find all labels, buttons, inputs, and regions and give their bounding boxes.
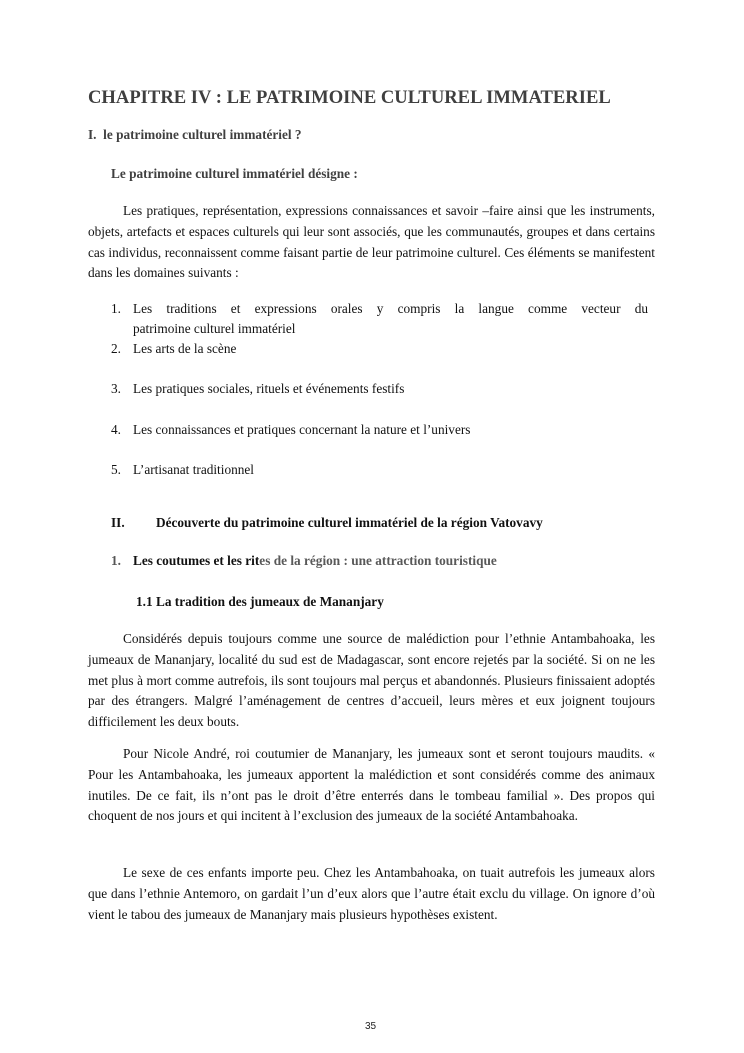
twins-paragraph-3: Le sexe de ces enfants importe peu. Chez les Antambahoaka, on tuait autrefois les jumeaux alors que dans l’ethnie Antemoro, on gardait l’un d’eux alors que l’autre était exclu du village. On ignore d’où vient le tabou des jumeaux de Mananjary mais plusieurs hypothèses existent. [88, 865, 655, 922]
subsection-1-1-heading: 1.1 La tradition des jumeaux de Mananjary [136, 594, 384, 609]
section-2-title: Découverte du patrimoine culturel immatériel de la région Vatovavy [156, 515, 543, 530]
section-1-heading: I. le patrimoine culturel immatériel ? [88, 127, 302, 142]
list-item-text: Les traditions et expressions orales y compris la langue comme vecteur du [133, 301, 648, 316]
section-2-numeral: II. [111, 515, 125, 530]
subsection-1-number: 1. [111, 553, 121, 568]
list-item-text-continued: patrimoine culturel immatériel [133, 321, 296, 336]
twins-paragraph-1: Considérés depuis toujours comme une source de malédiction pour l’ethnie Antambahoaka, les jumeaux de Mananjary, localité du sud est de Madagascar, sont encore rejetés par la société. Si on ne les met plus à mort comme autrefois, ils sont toujours mal perçus et abandonnés. Plusieurs finissaient adoptés par des étrangers. Malgré l’aménagement de centres d’accueil, leurs mères et eux joignent toujours difficilement les deux bouts. [88, 631, 655, 730]
list-item-text: Les pratiques sociales, rituels et événements festifs [133, 381, 405, 396]
list-item-text: L’artisanat traditionnel [133, 462, 254, 477]
chapter-title: CHAPITRE IV : LE PATRIMOINE CULTUREL IMMATERIEL [88, 87, 611, 108]
list-item-number: 3. [111, 381, 121, 396]
subsection-1-title-dark: Les coutumes et les rit [133, 553, 260, 568]
list-item [111, 379, 648, 399]
list-item-number: 5. [111, 462, 121, 477]
twins-paragraph-2: Pour Nicole André, roi coutumier de Mananjary, les jumeaux sont et seront toujours maudits. « Pour les Antambahoaka, les jumeaux apportent la malédiction et sont considérés comme des animaux inutiles. De ce fait, ils n’ont pas le droit d’être enterrés dans le tombeau familial ». Des propos qui choquent de nos jours et qui incitent à l’exclusion des jumeaux de la société Antambahoaka. [88, 746, 655, 824]
section-2-heading [111, 515, 543, 531]
list-item [111, 299, 648, 339]
list-item-text: Les connaissances et pratiques concernant la nature et l’univers [133, 422, 471, 437]
page-number: 35 [365, 1021, 377, 1032]
list-item-number: 1. [111, 301, 121, 316]
list-item [111, 339, 648, 359]
list-item-number: 2. [111, 341, 121, 356]
subsection-1-heading [111, 553, 497, 569]
list-item [111, 420, 648, 440]
definition-subheading: Le patrimoine culturel immatériel désigne : [111, 166, 358, 181]
list-item-text: Les arts de la scène [133, 341, 237, 356]
list-item [111, 460, 648, 480]
subsection-1-title-gray: es de la région : une attraction touristique [259, 553, 497, 568]
definition-paragraph: Les pratiques, représentation, expressions connaissances et savoir –faire ainsi que les instruments, objets, artefacts et espaces culturels qui leur sont associés, que les communautés, groupes et dans certains cas individus, reconnaissent comme faisant partie de leur patrimoine culturel. Ces éléments se manifestent dans les domaines suivants : [88, 203, 655, 281]
list-item-number: 4. [111, 422, 121, 437]
